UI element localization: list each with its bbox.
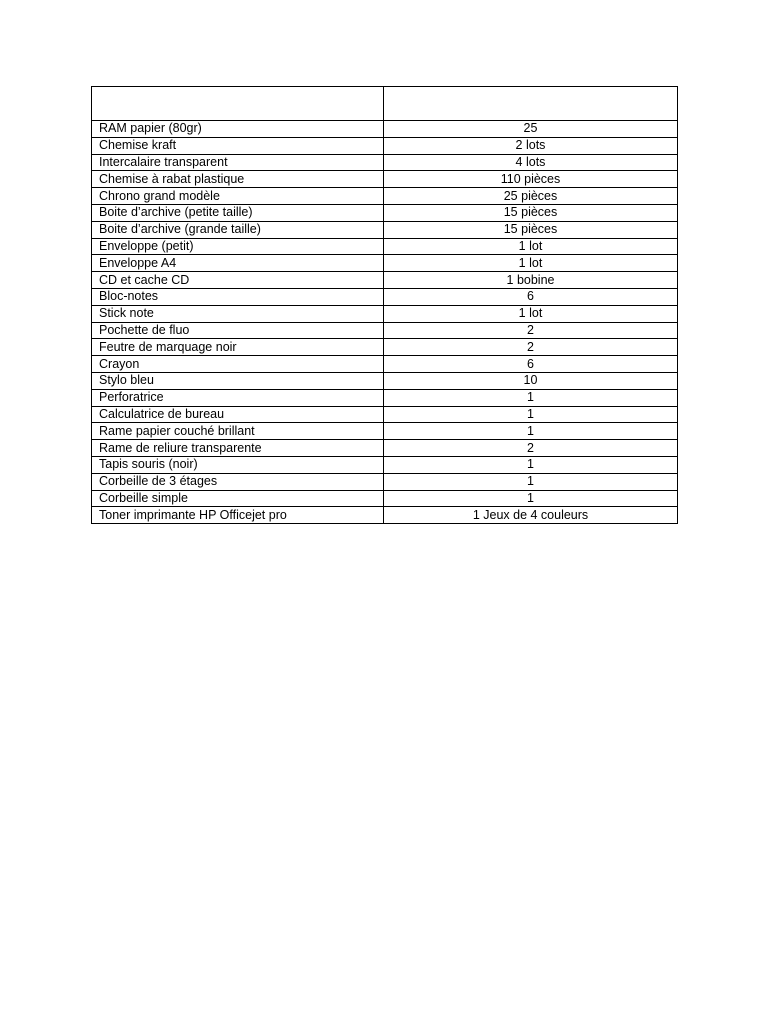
item-name-cell: Tapis souris (noir) (92, 456, 384, 473)
item-quantity-cell: 1 lot (384, 305, 678, 322)
table-header (92, 87, 678, 121)
item-quantity-cell: 1 (384, 473, 678, 490)
table-header-row (92, 87, 678, 121)
item-name-cell: Calculatrice de bureau (92, 406, 384, 423)
item-quantity-cell: 2 (384, 440, 678, 457)
table-row (92, 473, 678, 490)
item-quantity-cell: 1 (384, 389, 678, 406)
item-quantity-cell: 110 pièces (384, 171, 678, 188)
item-name-cell: Corbeille de 3 étages (92, 473, 384, 490)
table-row (92, 456, 678, 473)
table-row (92, 372, 678, 389)
table-row (92, 339, 678, 356)
table-row (92, 238, 678, 255)
table-row (92, 154, 678, 171)
table-row (92, 490, 678, 507)
item-name-cell: Stick note (92, 305, 384, 322)
item-quantity-cell: 2 (384, 322, 678, 339)
item-name-cell: Chemise à rabat plastique (92, 171, 384, 188)
header-cell-quantity (384, 87, 678, 121)
table-body (92, 121, 678, 524)
table-row (92, 440, 678, 457)
table-row (92, 423, 678, 440)
item-quantity-cell: 4 lots (384, 154, 678, 171)
item-quantity-cell: 2 lots (384, 137, 678, 154)
table-row (92, 188, 678, 205)
item-quantity-cell: 6 (384, 288, 678, 305)
table-row (92, 322, 678, 339)
item-quantity-cell: 1 lot (384, 238, 678, 255)
table-row (92, 121, 678, 138)
table-row (92, 288, 678, 305)
item-quantity-cell: 1 Jeux de 4 couleurs (384, 507, 678, 524)
item-name-cell: Feutre de marquage noir (92, 339, 384, 356)
item-name-cell: Pochette de fluo (92, 322, 384, 339)
item-name-cell: Chemise kraft (92, 137, 384, 154)
table-row (92, 137, 678, 154)
item-name-cell: Crayon (92, 356, 384, 373)
supply-table (91, 86, 678, 524)
table-row (92, 389, 678, 406)
item-name-cell: Corbeille simple (92, 490, 384, 507)
item-name-cell: Toner imprimante HP Officejet pro (92, 507, 384, 524)
table-row (92, 204, 678, 221)
item-name-cell: Enveloppe (petit) (92, 238, 384, 255)
table-row (92, 272, 678, 289)
item-name-cell: Stylo bleu (92, 372, 384, 389)
item-quantity-cell: 1 (384, 490, 678, 507)
item-name-cell: Intercalaire transparent (92, 154, 384, 171)
item-quantity-cell: 15 pièces (384, 221, 678, 238)
item-quantity-cell: 15 pièces (384, 204, 678, 221)
item-name-cell: Bloc-notes (92, 288, 384, 305)
item-quantity-cell: 1 bobine (384, 272, 678, 289)
header-cell-item (92, 87, 384, 121)
item-name-cell: Rame de reliure transparente (92, 440, 384, 457)
item-name-cell: Boite d’archive (petite taille) (92, 204, 384, 221)
item-name-cell: Perforatrice (92, 389, 384, 406)
item-quantity-cell: 1 (384, 456, 678, 473)
item-quantity-cell: 25 pièces (384, 188, 678, 205)
item-name-cell: Boite d’archive (grande taille) (92, 221, 384, 238)
item-quantity-cell: 25 (384, 121, 678, 138)
table-row (92, 221, 678, 238)
item-name-cell: Enveloppe A4 (92, 255, 384, 272)
item-name-cell: Rame papier couché brillant (92, 423, 384, 440)
table-row (92, 356, 678, 373)
table-row (92, 171, 678, 188)
table-row (92, 255, 678, 272)
item-name-cell: CD et cache CD (92, 272, 384, 289)
item-quantity-cell: 10 (384, 372, 678, 389)
item-quantity-cell: 6 (384, 356, 678, 373)
table-row (92, 305, 678, 322)
item-quantity-cell: 1 (384, 423, 678, 440)
item-quantity-cell: 2 (384, 339, 678, 356)
item-quantity-cell: 1 lot (384, 255, 678, 272)
item-quantity-cell: 1 (384, 406, 678, 423)
item-name-cell: Chrono grand modèle (92, 188, 384, 205)
table-row (92, 507, 678, 524)
item-name-cell: RAM papier (80gr) (92, 121, 384, 138)
table-row (92, 406, 678, 423)
